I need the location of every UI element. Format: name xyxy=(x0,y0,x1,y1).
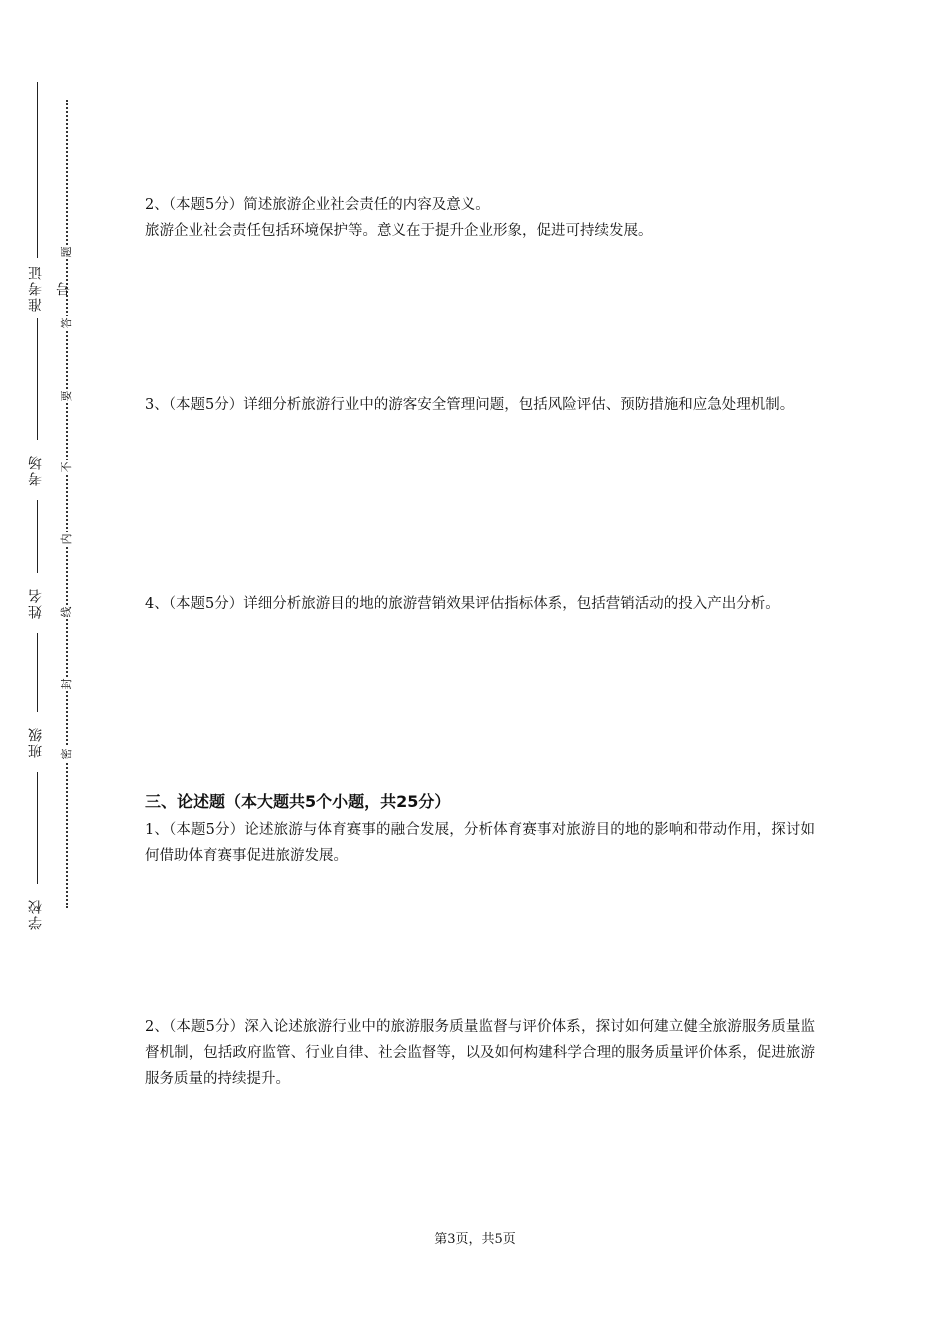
seal-char: 线 xyxy=(60,606,73,618)
question-2 xyxy=(145,192,815,244)
exam-number-label: 准考证号 xyxy=(22,258,50,318)
school-label: 学校 xyxy=(22,884,50,944)
page-number: 第3页，共5页 xyxy=(434,1232,516,1247)
seal-char: 答 xyxy=(60,317,73,329)
name-label: 姓名 xyxy=(22,573,50,633)
question-4 xyxy=(145,591,815,617)
question-answer: 旅游企业社会责任包括环境保护等。意义在于提升企业形象，促进可持续发展。 xyxy=(145,223,653,239)
seal-char: 要 xyxy=(60,390,73,402)
seal-char: 题 xyxy=(60,246,73,258)
question-prompt: 2、（本题5分）深入论述旅游行业中的旅游服务质量监督与评价体系，探讨如何建立健全旅游服务质量监督机制，包括政府监管、行业自律、社会监督等，以及如何构建科学合理的服务质量评价体系，促进旅游服务质量的持续提升。 xyxy=(145,1019,815,1087)
essay-question-2 xyxy=(145,1014,815,1092)
seal-char: 内 xyxy=(60,533,73,545)
seal-char: 不 xyxy=(60,461,73,473)
seal-char: 封 xyxy=(60,678,73,690)
class-label: 班级 xyxy=(22,712,50,772)
binding-dotted-line xyxy=(66,100,68,908)
seal-char: 密 xyxy=(60,748,73,760)
question-prompt: 1、（本题5分）论述旅游与体育赛事的融合发展，分析体育赛事对旅游目的地的影响和带动作用，探讨如何借助体育赛事促进旅游发展。 xyxy=(145,822,815,864)
question-3 xyxy=(145,392,815,418)
binding-solid-line xyxy=(37,82,38,922)
question-prompt: 3、（本题5分）详细分析旅游行业中的游客安全管理问题，包括风险评估、预防措施和应急处理机制。 xyxy=(145,397,795,413)
essay-question-1 xyxy=(145,817,815,869)
question-prompt: 4、（本题5分）详细分析旅游目的地的旅游营销效果评估指标体系，包括营销活动的投入产出分析。 xyxy=(145,596,780,612)
question-prompt: 2、（本题5分）简述旅游企业社会责任的内容及意义。 xyxy=(145,197,490,213)
exam-room-label: 考场 xyxy=(22,440,50,500)
section-3-title: 三、论述题（本大题共5个小题，共25分） xyxy=(145,792,451,811)
